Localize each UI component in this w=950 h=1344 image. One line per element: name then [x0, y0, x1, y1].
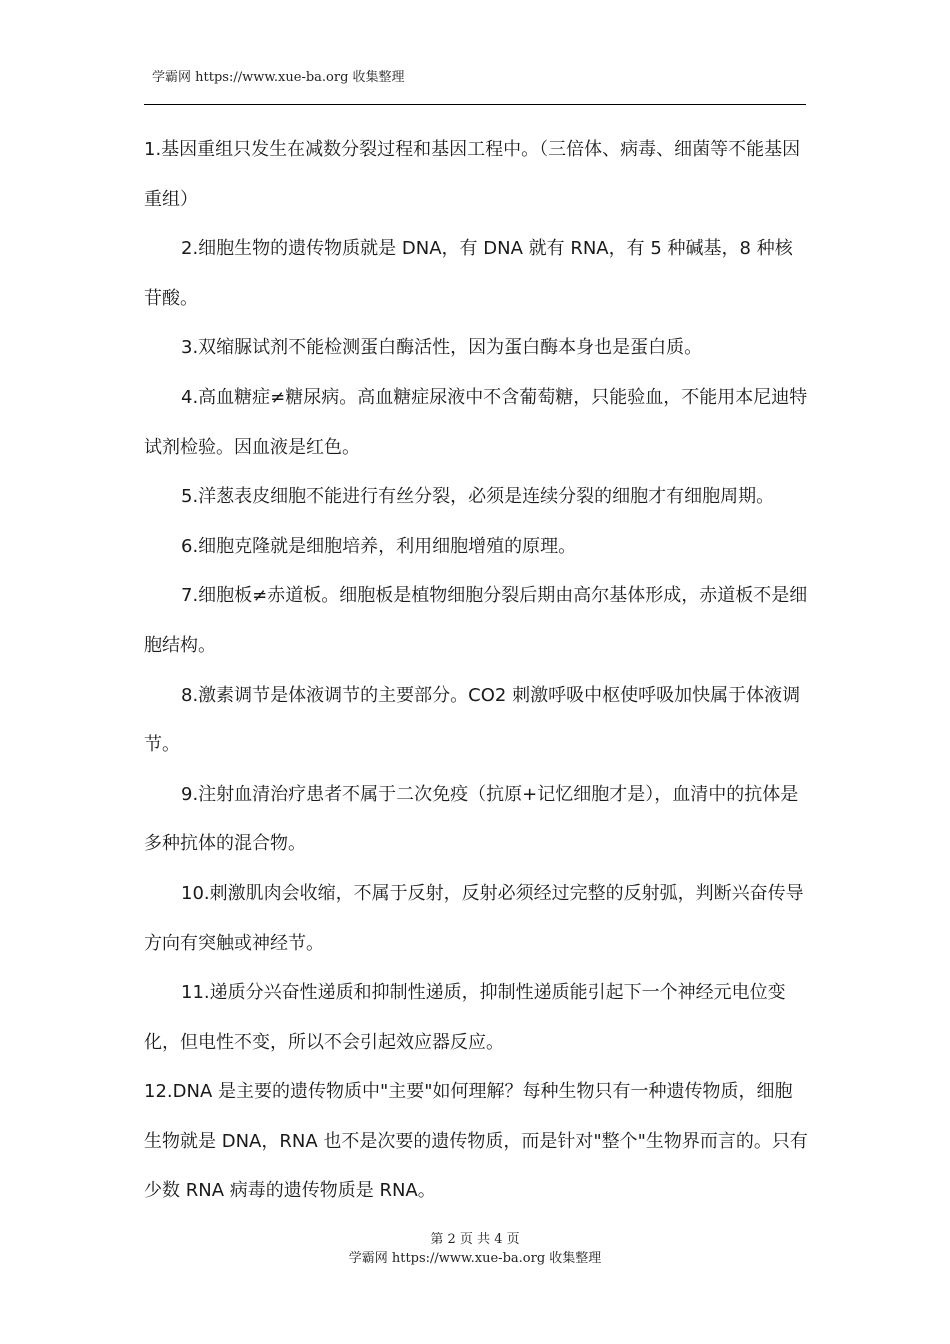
paragraph-12: 12.DNA 是主要的遗传物质中"主要"如何理解？每种生物只有一种遗传物质，细胞生物就是 DNA，RNA 也不是次要的遗传物质，而是针对"整个"生物界而言的。只有少数 RNA 病毒的遗传物质是 RNA。: [144, 1081, 808, 1202]
paragraph-2: 2.细胞生物的遗传物质就是 DNA，有 DNA 就有 RNA，有 5 种碱基，8 种核苷酸。: [144, 238, 793, 309]
paragraph-9: 9.注射血清治疗患者不属于二次免疫（抗原+记忆细胞才是），血清中的抗体是多种抗体的混合物。: [144, 783, 799, 855]
paragraph-1: 1.基因重组只发生在减数分裂过程和基因工程中。（三倍体、病毒、细菌等不能基因重组）: [144, 139, 801, 210]
paragraph-4: 4.高血糖症≠糖尿病。高血糖症尿液中不含葡萄糖，只能验血，不能用本尼迪特试剂检验。因血液是红色。: [144, 386, 808, 458]
paragraph-6: 6.细胞克隆就是细胞培养，利用细胞增殖的原理。: [181, 535, 577, 557]
page-number: 第 2 页 共 4 页: [430, 1232, 520, 1247]
paragraph-10: 10.刺激肌肉会收缩，不属于反射，反射必须经过完整的反射弧，判断兴奋传导方向有突触或神经节。: [144, 882, 804, 954]
paragraph-5: 5.洋葱表皮细胞不能进行有丝分裂，必须是连续分裂的细胞才有细胞周期。: [181, 486, 775, 508]
page-header: 学霸网 https://www.xue-ba.org 收集整理: [152, 70, 405, 85]
paragraph-8: 8.激素调节是体液调节的主要部分。CO2 刺激呼吸中枢使呼吸加快属于体液调节。: [144, 684, 801, 756]
page-footer: 学霸网 https://www.xue-ba.org 收集整理: [348, 1251, 602, 1266]
paragraph-7: 7.细胞板≠赤道板。细胞板是植物细胞分裂后期由高尔基体形成，赤道板不是细胞结构。: [144, 585, 808, 656]
paragraph-11: 11.递质分兴奋性递质和抑制性递质，抑制性递质能引起下一个神经元电位变化，但电性不变，所以不会引起效应器反应。: [144, 982, 786, 1053]
paragraph-3: 3.双缩脲试剂不能检测蛋白酶活性，因为蛋白酶本身也是蛋白质。: [181, 337, 703, 359]
document-body: [144, 125, 808, 1216]
header-divider: [144, 104, 806, 105]
